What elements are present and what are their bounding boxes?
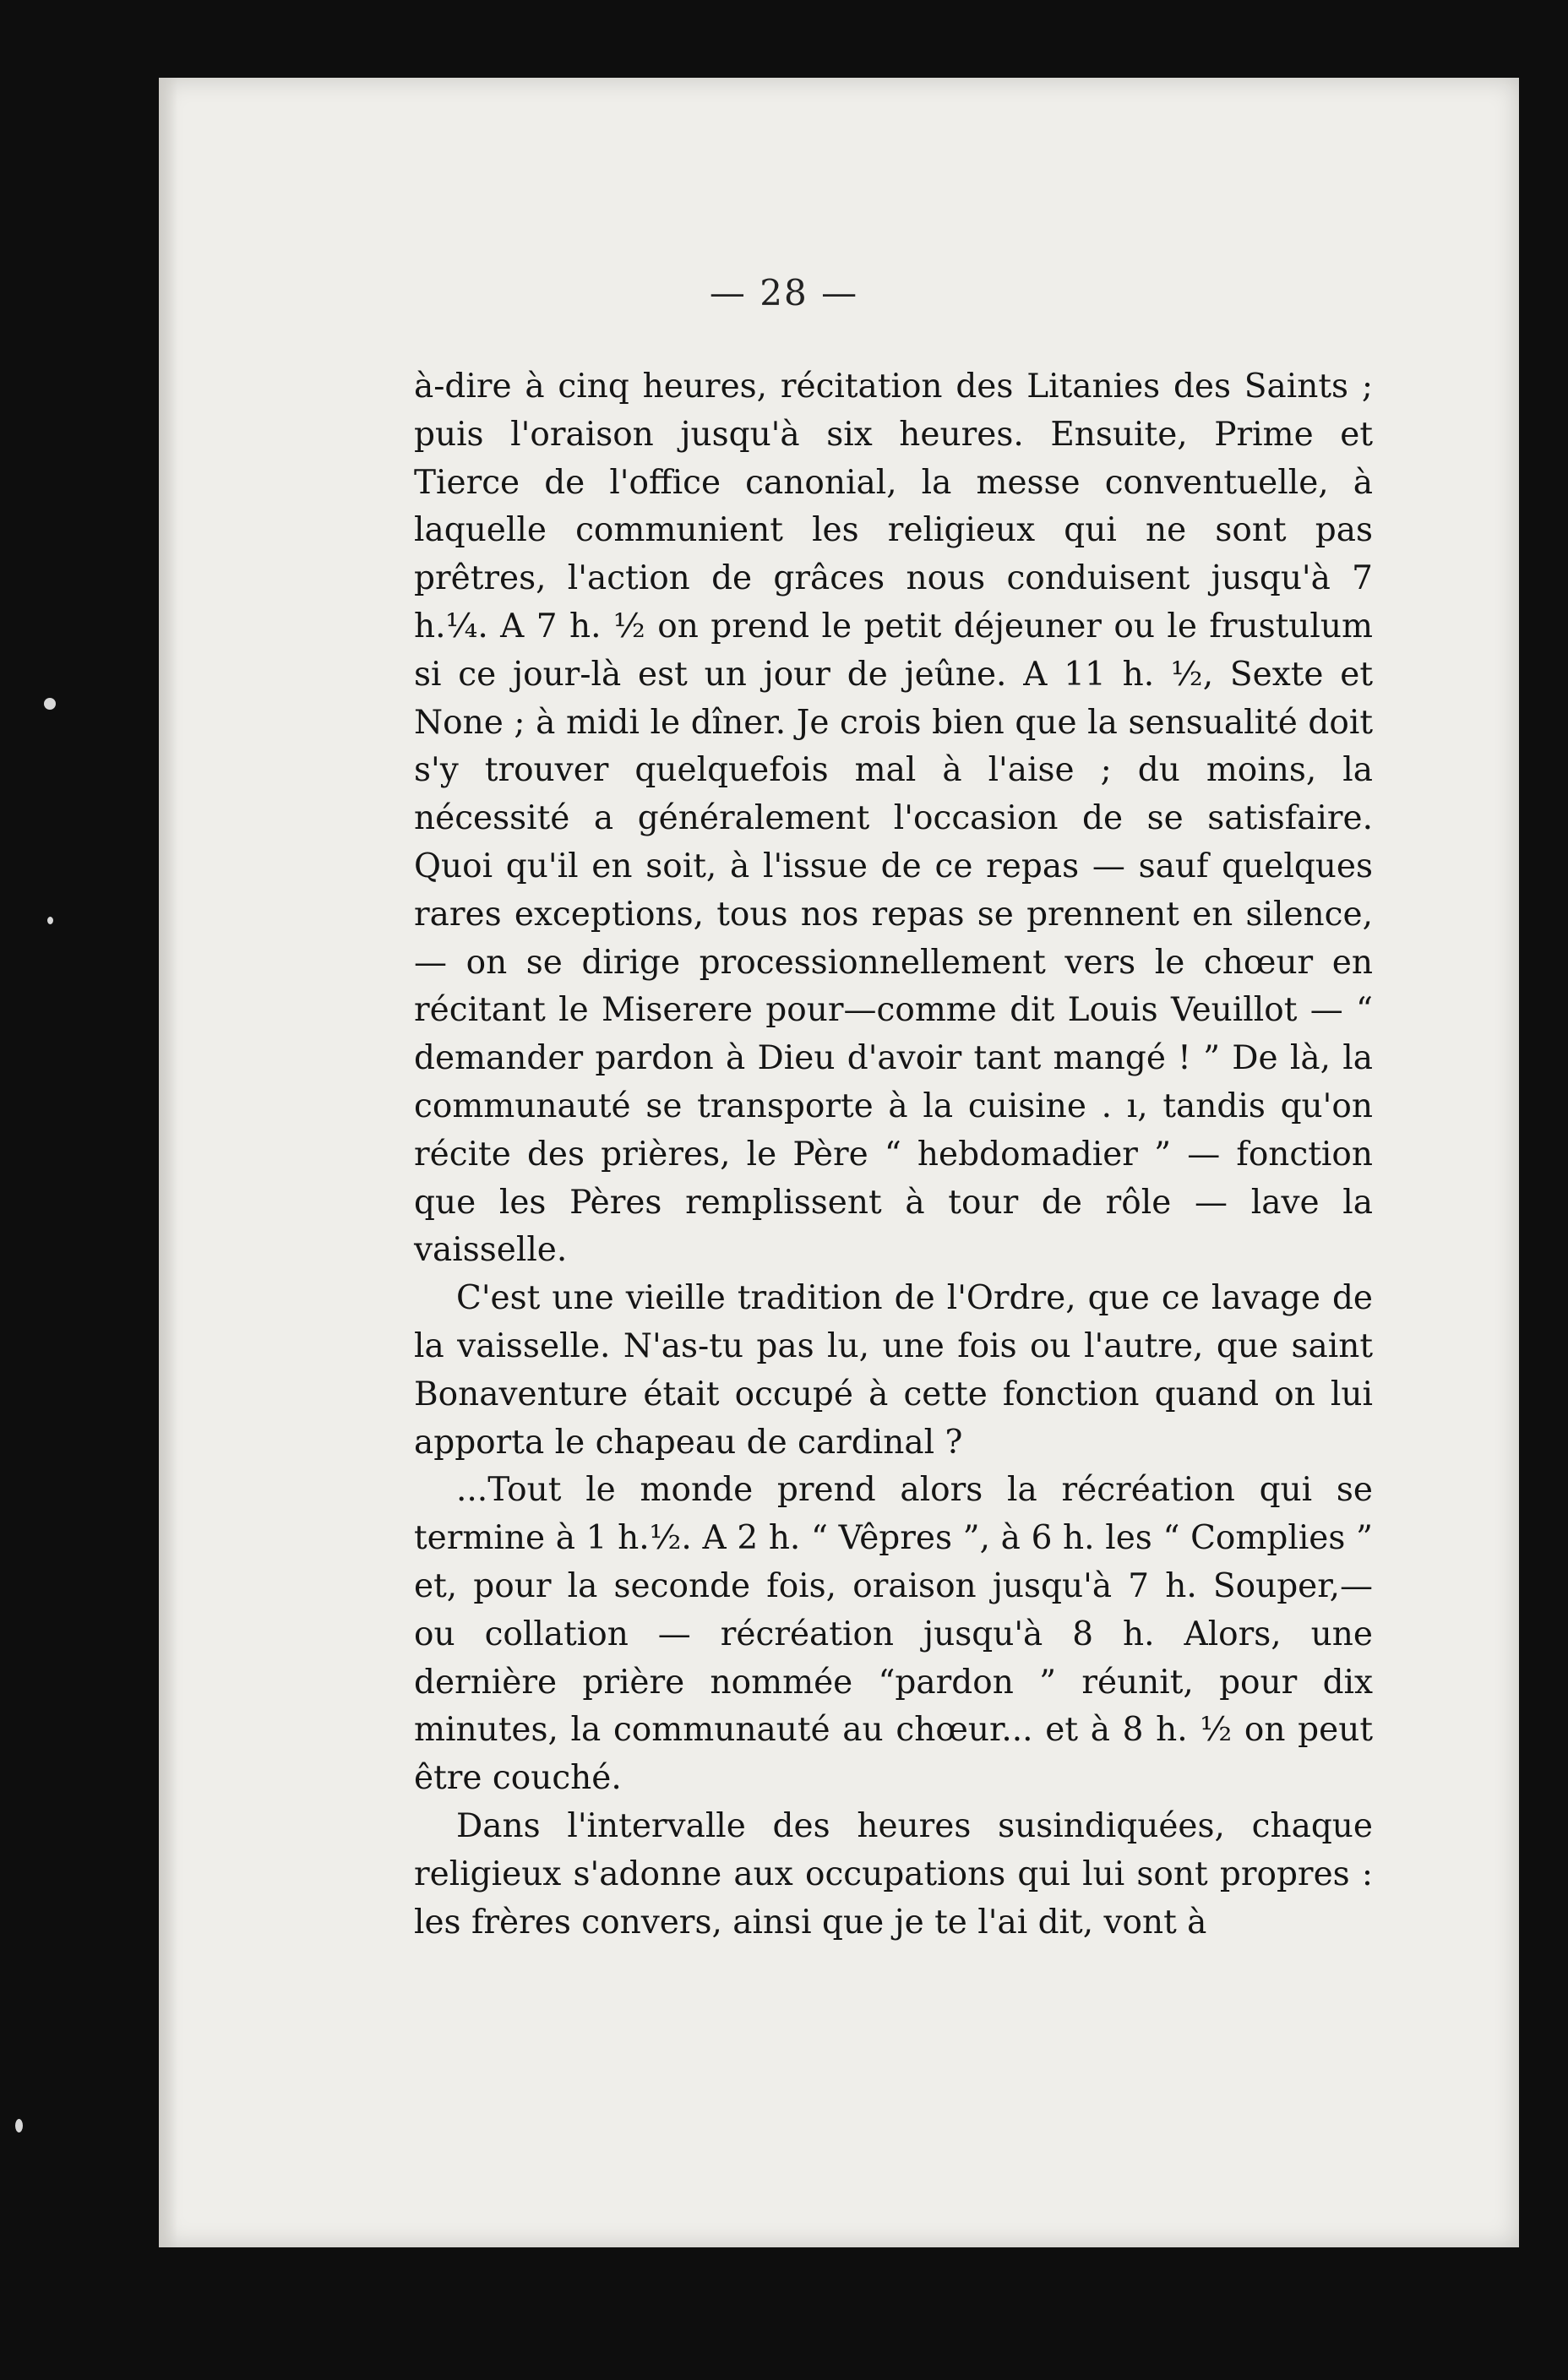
- paragraph-text: C'est une vieille tradition de l'Ordre, que ce lavage de la vaisselle. N'as-tu pas lu, une fois ou l'autre, que saint Bonaventure était occupé à cette fonction quand on lui apporta le chapeau de cardinal ?: [414, 1279, 1373, 1462]
- body-text: [414, 363, 1373, 1947]
- paragraph-text: à-dire à cinq heures, récitation des Litanies des Saints ; puis l'oraison jusqu'à six heures. Ensuite, Prime et Tierce de l'office canonial, la messe conventuelle, à laquelle communient les religieux qui ne sont pas prêtres, l'action de grâces nous conduisent jusqu'à 7 h.¼. A 7 h. ½ on prend le petit déjeuner ou le frustulum si ce jour-là est un jour de jeûne. A 11 h. ½, Sexte et None ; à midi le dîner. Je crois bien que la sensualité doit s'y trouver quelquefois mal à l'aise ; du moins, la nécessité a généralement l'occasion de se satisfaire. Quoi qu'il en soit, à l'issue de ce repas — sauf quelques rares exceptions, tous nos repas se prennent en silence, — on se dirige processionnellement vers le chœur en récitant le Miserere pour—comme dit Louis Veuillot — “ demander pardon à Dieu d'avoir tant mangé ! ” De là, la communauté se transporte à la cuisine . ı, tandis qu'on récite des prières, le Père “ hebdomadier ” — fonction que les Pères remplissent à tour de rôle — lave la vaisselle.: [414, 368, 1373, 1270]
- paragraph: [414, 1467, 1373, 1803]
- edge-speck: [44, 698, 56, 710]
- page-number: — 28 —: [709, 272, 859, 313]
- paragraph-text: Dans l'intervalle des heures susindiquées, chaque religieux s'adonne aux occupations qui lui sont propres : les frères convers, ainsi que je te l'ai dit, vont à: [414, 1806, 1373, 1942]
- edge-speck: [47, 917, 53, 924]
- edge-speck: [15, 2119, 23, 2132]
- paragraph-text: ...Tout le monde prend alors la récréation qui se termine à 1 h.½. A 2 h. “ Vêpres ”, à 6 h. les “ Complies ” et, pour la seconde fois, oraison jusqu'à 7 h. Souper,— ou collation — récréation jusqu'à 8 h. Alors, une dernière prière nommée “pardon ” réunit, pour dix minutes, la communauté au chœur... et à 8 h. ½ on peut être couché.: [414, 1471, 1373, 1798]
- paragraph: [414, 363, 1373, 1275]
- paragraph: [414, 1275, 1373, 1467]
- paragraph: [414, 1803, 1373, 1947]
